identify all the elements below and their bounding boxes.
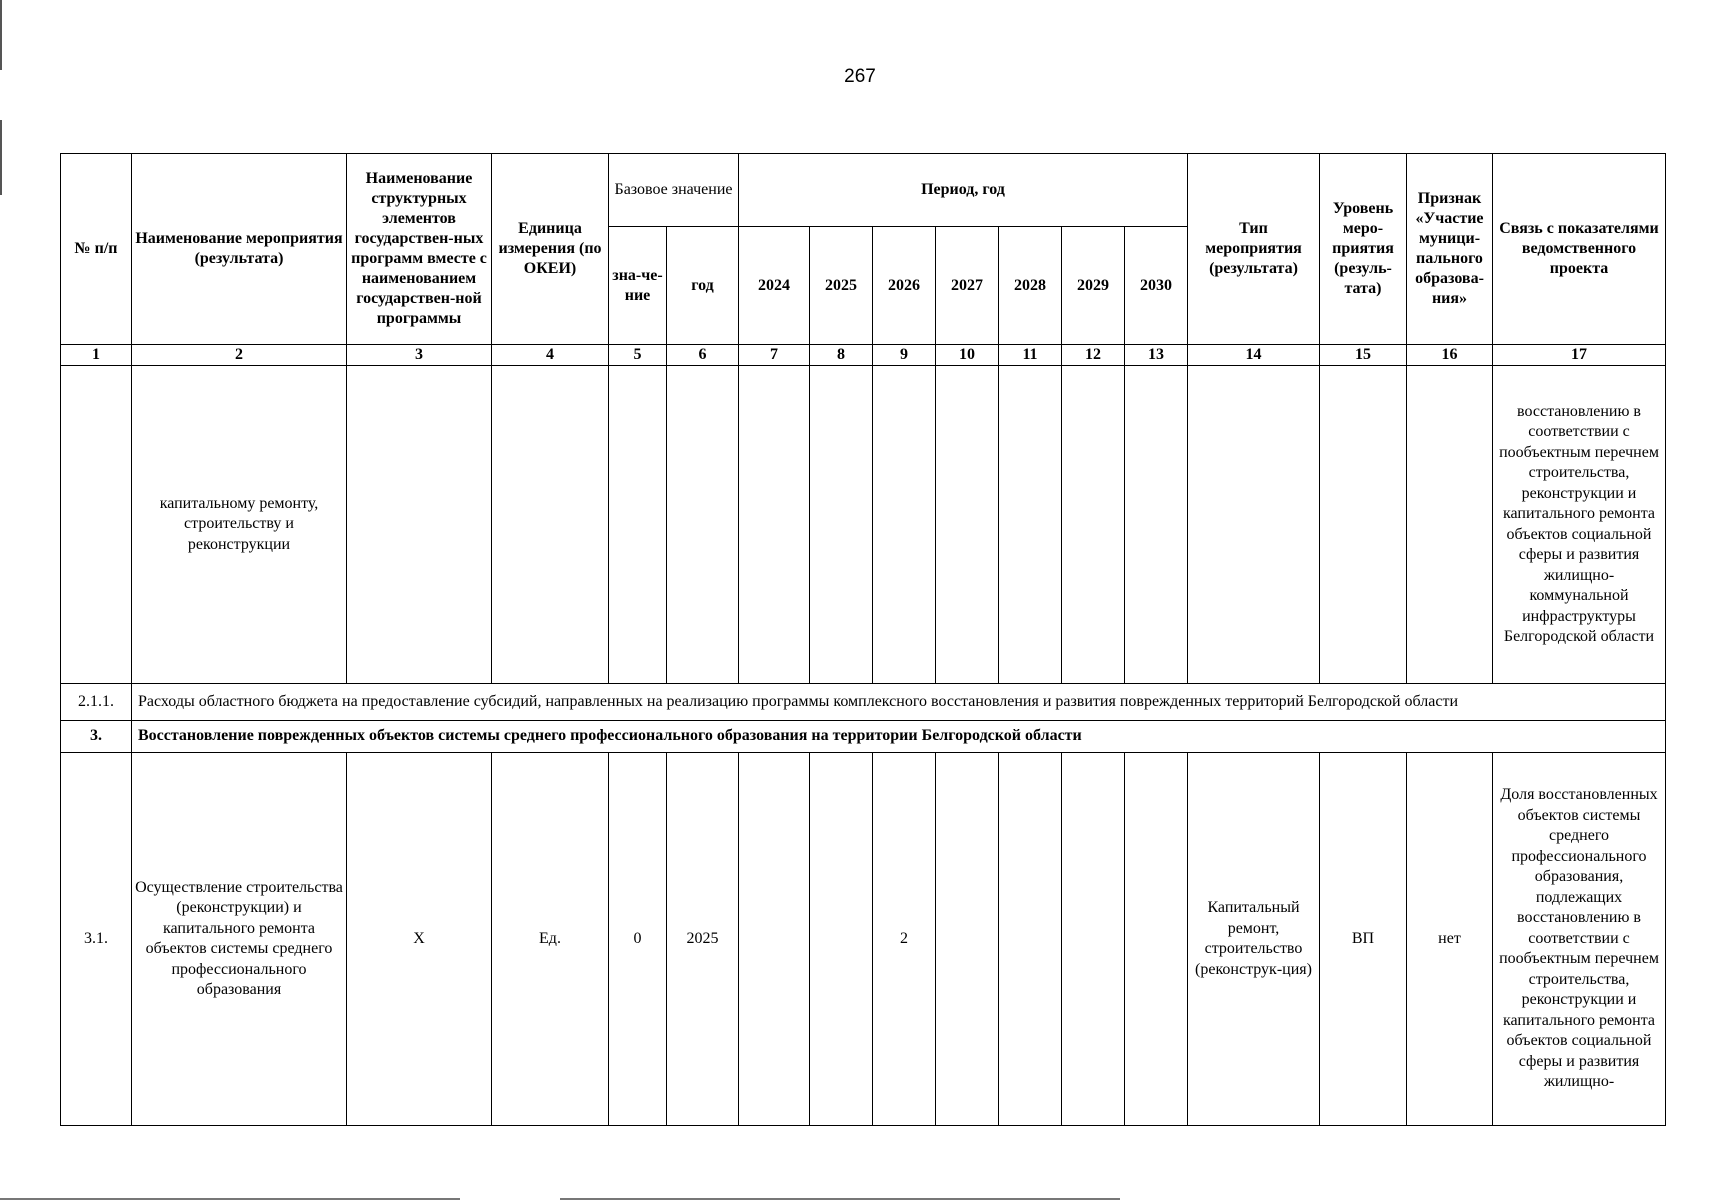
scan-edge-mark [0, 120, 2, 195]
cell-empty [936, 366, 999, 684]
cell-base-year: 2025 [667, 753, 739, 1126]
cell-empty [1188, 366, 1320, 684]
column-number: 17 [1493, 345, 1666, 366]
header-type: Тип мероприятия (результата) [1188, 154, 1320, 345]
cell-year-2027 [936, 753, 999, 1126]
cell-municipal: нет [1407, 753, 1493, 1126]
cell-empty [667, 366, 739, 684]
cell-link: восстановлению в соответствии с пообъектным перечнем строительства, реконструкции и капитального ремонта объектов социальной сферы и развития жилищно-коммунальной инфраструктуры Белгородской области [1493, 366, 1666, 684]
header-municipal: Признак «Участие муници-пального образова-ния» [1407, 154, 1493, 345]
cell-year-2028 [999, 753, 1062, 1126]
column-number: 5 [609, 345, 667, 366]
cell-empty [492, 366, 609, 684]
cell-empty [609, 366, 667, 684]
cell-link: Доля восстановленных объектов системы среднего профессионального образования, подлежащих восстановлению в соответствии с пообъектным перечнем строительства, реконструкции и капитального ремонта объектов социальной сферы и развития жилищно- [1493, 753, 1666, 1126]
cell-empty [347, 366, 492, 684]
column-number: 14 [1188, 345, 1320, 366]
cell-empty [810, 366, 873, 684]
header-level: Уровень меро-приятия (резуль-тата) [1320, 154, 1407, 345]
header-no: № п/п [61, 154, 132, 345]
column-number: 1 [61, 345, 132, 366]
cell-empty [739, 366, 810, 684]
column-number: 16 [1407, 345, 1493, 366]
header-link: Связь с показателями ведомственного проекта [1493, 154, 1666, 345]
column-number: 2 [132, 345, 347, 366]
cell-year-2024 [739, 753, 810, 1126]
column-number: 8 [810, 345, 873, 366]
header-year: 2029 [1062, 227, 1125, 345]
cell-name: Осуществление строительства (реконструкции) и капитального ремонта объектов системы среднего профессионального образования [132, 753, 347, 1126]
column-number: 15 [1320, 345, 1407, 366]
activities-table [60, 153, 1666, 1126]
table-row-section-3 [61, 721, 1666, 753]
column-number: 6 [667, 345, 739, 366]
header-name: Наименование мероприятия (результата) [132, 154, 347, 345]
scan-edge-mark [0, 0, 2, 70]
column-number: 4 [492, 345, 609, 366]
table-row-3-1 [61, 753, 1666, 1126]
cell-year-2025 [810, 753, 873, 1126]
column-number: 12 [1062, 345, 1125, 366]
cell-structural: Х [347, 753, 492, 1126]
header-year: 2025 [810, 227, 873, 345]
table-header [61, 154, 1666, 345]
cell-section-title: Восстановление поврежденных объектов системы среднего профессионального образования на территории Белгородской области [132, 721, 1666, 753]
cell-type: Капитальный ремонт, строительство (реконструк-ция) [1188, 753, 1320, 1126]
header-unit: Единица измерения (по ОКЕИ) [492, 154, 609, 345]
header-year: 2028 [999, 227, 1062, 345]
table-row-2-1-1 [61, 684, 1666, 721]
cell-empty [873, 366, 936, 684]
cell-no: 2.1.1. [61, 684, 132, 721]
header-year: 2030 [1125, 227, 1188, 345]
header-base: Базовое значение [609, 154, 739, 227]
column-number-row [61, 345, 1666, 366]
cell-empty [1407, 366, 1493, 684]
column-number: 13 [1125, 345, 1188, 366]
cell-level: ВП [1320, 753, 1407, 1126]
cell-empty [999, 366, 1062, 684]
column-number: 10 [936, 345, 999, 366]
cell-empty [1125, 366, 1188, 684]
cell-empty [1320, 366, 1407, 684]
column-number: 9 [873, 345, 936, 366]
header-year: 2026 [873, 227, 936, 345]
cell-unit: Ед. [492, 753, 609, 1126]
cell-empty [1062, 366, 1125, 684]
header-year: 2024 [739, 227, 810, 345]
column-number: 3 [347, 345, 492, 366]
cell-spanning-text: Расходы областного бюджета на предоставление субсидий, направленных на реализацию программы комплексного восстановления и развития поврежденных территорий Белгородской области [132, 684, 1666, 721]
header-year: 2027 [936, 227, 999, 345]
cell-year-2026: 2 [873, 753, 936, 1126]
table-row-continuation [61, 366, 1666, 684]
header-period: Период, год [739, 154, 1188, 227]
header-base-year: год [667, 227, 739, 345]
cell-base-value: 0 [609, 753, 667, 1126]
header-structural: Наименование структурных элементов государствен-ных программ вместе с наименованием государствен-ной программы [347, 154, 492, 345]
cell-name: капитальному ремонту, строительству и реконструкции [132, 366, 347, 684]
cell-no: 3.1. [61, 753, 132, 1126]
cell-no: 3. [61, 721, 132, 753]
cell-no [61, 366, 132, 684]
column-number: 7 [739, 345, 810, 366]
cell-year-2029 [1062, 753, 1125, 1126]
page-number: 267 [844, 66, 876, 87]
cell-year-2030 [1125, 753, 1188, 1126]
header-base-value: зна-че-ние [609, 227, 667, 345]
column-number: 11 [999, 345, 1062, 366]
